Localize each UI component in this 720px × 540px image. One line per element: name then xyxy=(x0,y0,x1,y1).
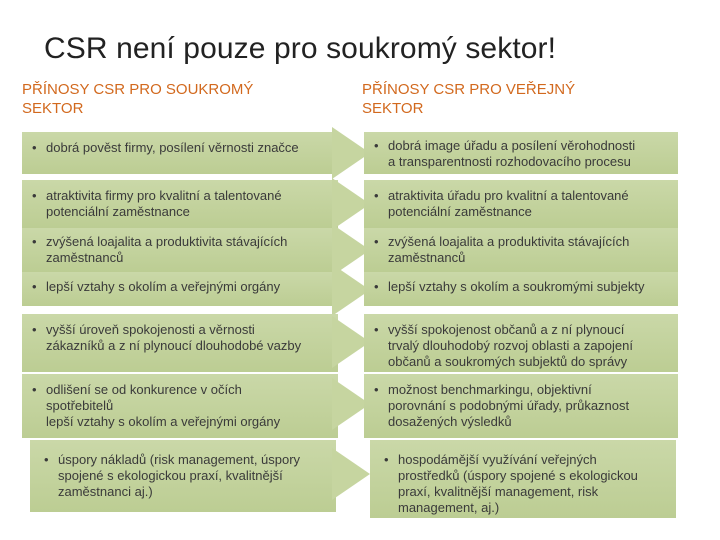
bullet-icon: • xyxy=(32,382,37,397)
private-benefit-6 xyxy=(22,374,338,438)
private-benefit-1 xyxy=(22,132,338,174)
public-benefit-4 xyxy=(364,272,678,306)
benefit-text: zákazníků a z ní plynoucí dlouhodobé vazby xyxy=(46,338,302,353)
private-sector-heading xyxy=(22,80,322,118)
bullet-icon: • xyxy=(374,234,379,249)
benefit-text: zaměstnanců xyxy=(388,250,466,265)
benefit-text: dosažených výsledků xyxy=(388,414,512,429)
private-benefit-5 xyxy=(22,314,338,372)
public-heading-line-1: PŘÍNOSY CSR PRO VEŘEJNÝ xyxy=(362,81,576,98)
benefit-text: možnost benchmarkingu, objektivní xyxy=(388,382,592,397)
public-benefit-7 xyxy=(370,440,676,518)
bullet-icon: • xyxy=(32,279,37,294)
bullet-icon: • xyxy=(384,452,389,467)
benefit-text: management, aj.) xyxy=(398,500,500,515)
bullet-icon: • xyxy=(374,279,379,294)
arrow-icon xyxy=(332,448,370,500)
public-benefit-6 xyxy=(364,374,678,438)
public-benefit-2 xyxy=(364,180,678,228)
benefit-text: vyšší spokojenost občanů a z ní plynoucí xyxy=(388,322,625,337)
benefit-text: spotřebitelů xyxy=(46,398,114,413)
public-sector-heading xyxy=(362,80,662,118)
benefit-text: lepší vztahy s okolím a veřejnými orgány xyxy=(46,414,281,429)
private-benefit-7 xyxy=(30,440,336,512)
private-benefit-3 xyxy=(22,228,338,272)
public-benefit-1 xyxy=(364,132,678,174)
bullet-icon: • xyxy=(374,188,379,203)
benefit-text: trvalý dlouhodobý rozvoj oblasti a zapojení xyxy=(388,338,633,353)
benefit-text: úspory nákladů (risk management, úspory xyxy=(58,452,301,467)
benefit-text: dobrá pověst firmy, posílení věrnosti značce xyxy=(46,140,299,155)
public-benefit-3 xyxy=(364,228,678,272)
benefit-text: zvýšená loajalita a produktivita stávajících xyxy=(46,234,288,249)
benefit-text: lepší vztahy s okolím a veřejnými orgány xyxy=(46,279,281,294)
bullet-icon: • xyxy=(32,234,37,249)
benefit-text: atraktivita úřadu pro kvalitní a talentované xyxy=(388,188,629,203)
benefit-text: potenciální zaměstnance xyxy=(388,204,532,219)
benefit-text: atraktivita firmy pro kvalitní a talentované xyxy=(46,188,282,203)
bullet-icon: • xyxy=(374,382,379,397)
bullet-icon: • xyxy=(32,322,37,337)
private-heading-line-2: SEKTOR xyxy=(22,100,84,117)
benefit-text: odlišení se od konkurence v očích xyxy=(46,382,242,397)
bullet-icon: • xyxy=(44,452,49,467)
bullet-icon: • xyxy=(374,138,379,153)
benefit-text: lepší vztahy s okolím a soukromými subjekty xyxy=(388,279,645,294)
benefit-text: hospodámější využívání veřejných xyxy=(398,452,597,467)
benefit-text: prostředků (úspory spojené s ekologickou xyxy=(398,468,638,483)
benefit-text: zvýšená loajalita a produktivita stávajících xyxy=(388,234,630,249)
bullet-icon: • xyxy=(32,140,37,155)
benefit-text: potenciální zaměstnance xyxy=(46,204,190,219)
benefit-text: dobrá image úřadu a posílení věrohodnosti xyxy=(388,138,636,153)
private-benefit-4 xyxy=(22,272,338,306)
bullet-icon: • xyxy=(32,188,37,203)
benefit-text: vyšší úroveň spokojenosti a věrnosti xyxy=(46,322,255,337)
bullet-icon: • xyxy=(374,322,379,337)
private-benefit-2 xyxy=(22,180,338,228)
benefit-text: spojené s ekologickou praxí, kvalitnější xyxy=(58,468,283,483)
benefit-text: praxí, kvalitnější management, risk xyxy=(398,484,599,499)
slide-title: CSR není pouze pro soukromý sektor! xyxy=(44,32,557,65)
private-heading-line-1: PŘÍNOSY CSR PRO SOUKROMÝ xyxy=(22,81,254,98)
benefit-text: zaměstnanců xyxy=(46,250,124,265)
benefit-text: občanů a soukromých subjektů do správy xyxy=(388,354,628,369)
public-benefit-5 xyxy=(364,314,678,372)
benefit-text: a transparentnosti rozhodovacího procesu xyxy=(388,154,631,169)
public-heading-line-2: SEKTOR xyxy=(362,100,424,117)
benefit-text: zaměstnanci aj.) xyxy=(58,484,153,499)
benefit-text: porovnání s podobnými úřady, průkaznost xyxy=(388,398,630,413)
